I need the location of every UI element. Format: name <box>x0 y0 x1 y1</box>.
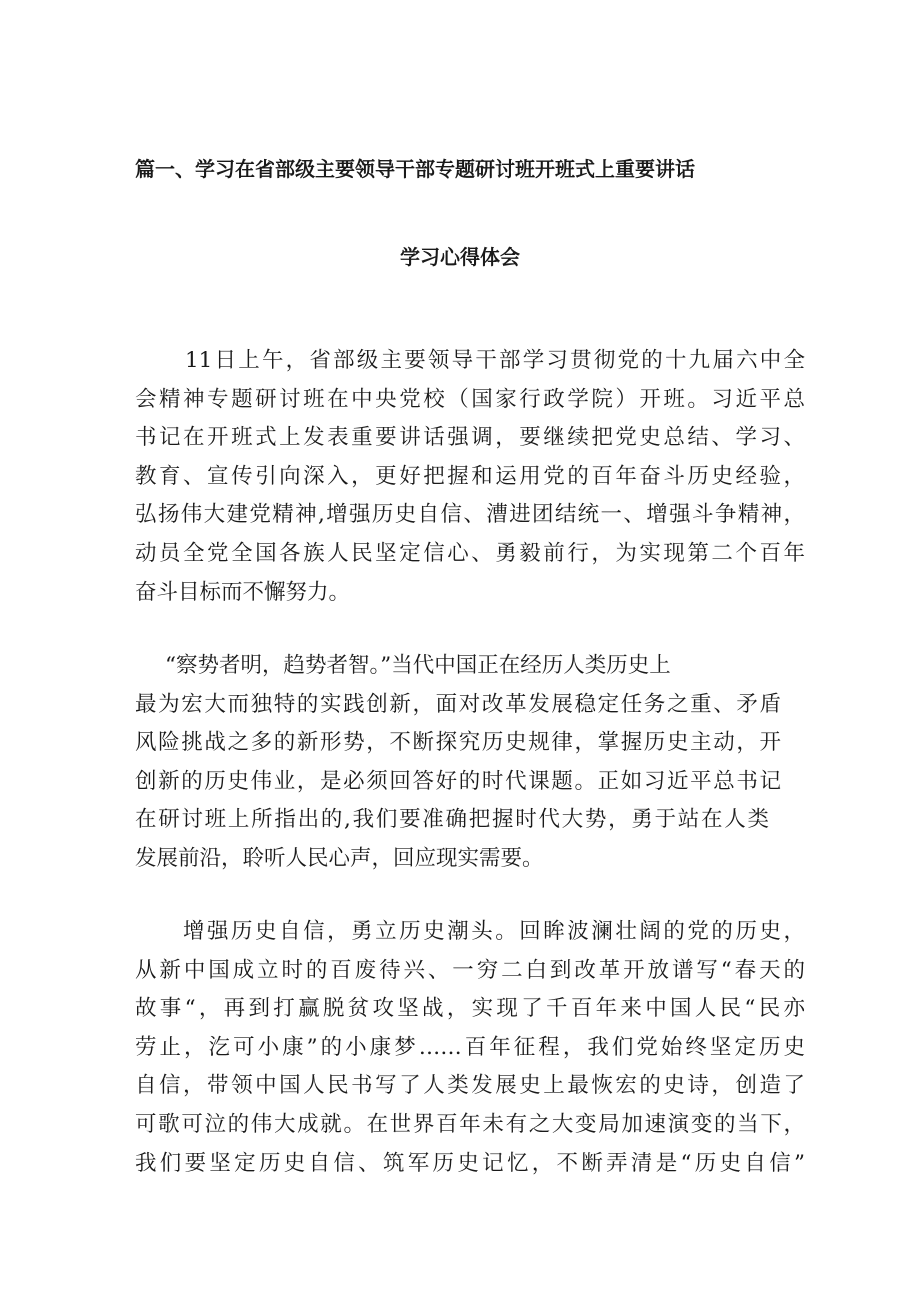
paragraph-line: 最为宏大而独特的实践创新，面对改革发展稳定任务之重、矛盾 <box>135 691 781 717</box>
paragraph-line: 发展前沿，聆听人民心声，回应现实需要。 <box>135 845 544 871</box>
paragraph-line: 增强历史自信，勇立历史潮头。回眸波澜壮阔的党的历史， <box>183 919 805 944</box>
paragraph-line: 创新的历史伟业，是必须回答好的时代课题。正如习近平总书记 <box>135 768 781 794</box>
paragraph-line: 我们要坚定历史自信、筑军历史记忆，不断弄清是“历史自信” <box>135 1150 805 1176</box>
paragraph-2 <box>135 647 805 879</box>
paragraph-line: 劳止，汔可小康”的小康梦……百年征程，我们党始终坚定历史 <box>135 1034 805 1060</box>
paragraph-line: 奋斗目标而不懈努力。 <box>135 579 351 605</box>
paragraph-line: 从新中国成立时的百废待兴、一穷二白到改革开放谱写“春天的 <box>135 957 805 983</box>
paragraph-line: 11日上午，省部级主要领导干部学习贯彻党的十九届六中全 <box>185 348 805 373</box>
paragraph-line: 风险挑战之多的新形势，不断探究历史规律，掌握历史主动，开 <box>135 730 781 756</box>
paragraph-line: 可歌可泣的伟大成就。在世界百年未有之大变局加速演变的当下， <box>135 1111 805 1137</box>
document-title-line-2: 学习心得体会 <box>400 245 520 269</box>
paragraph-line: 故事“，再到打赢脱贫攻坚战，实现了千百年来中国人民“民亦 <box>135 996 805 1022</box>
document-title-line-1: 篇一、学习在省部级主要领导干部专题研讨班开班式上重要讲话 <box>135 157 695 181</box>
paragraph-line: 书记在开班式上发表重要讲话强调，要继续把党史总结、学习、 <box>135 425 805 451</box>
paragraph-1 <box>135 342 805 612</box>
paragraph-3 <box>135 913 805 1183</box>
paragraph-line: 在研讨班上所指出的,我们要准确把握时代大势，勇于站在人类 <box>135 807 769 833</box>
paragraph-line: 教育、宣传引向深入，更好把握和运用党的百年奋斗历史经验， <box>135 463 805 489</box>
paragraph-line: “察势者明，趋势者智。”当代中国正在经历人类历史上 <box>165 653 671 678</box>
paragraph-line: 会精神专题研讨班在中央党校（国家行政学院）开班。习近平总 <box>135 386 805 412</box>
paragraph-line: 动员全党全国各族人民坚定信心、勇毅前行，为实现第二个百年 <box>135 540 805 566</box>
paragraph-line: 自信，带领中国人民书写了人类发展史上最恢宏的史诗，创造了 <box>135 1073 805 1099</box>
paragraph-line: 弘扬伟大建党精神,增强历史自信、漕进团结统一、增强斗争精神， <box>135 502 805 528</box>
